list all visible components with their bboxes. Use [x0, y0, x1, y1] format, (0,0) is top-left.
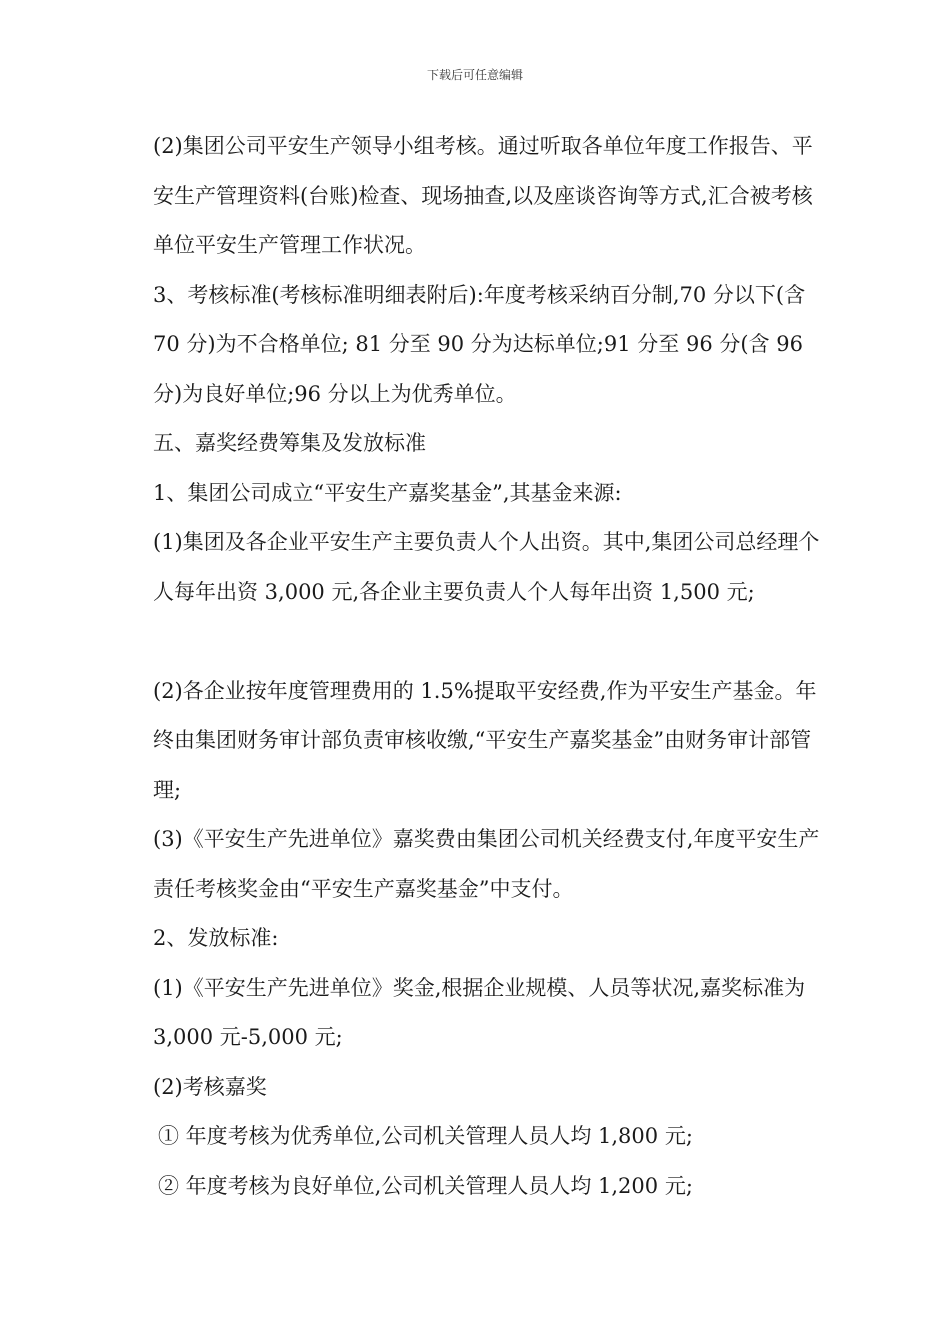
paragraph-fund-payment: (3)《平安生产先进单位》嘉奖费由集团公司机关经费支付,年度平安生产责任考核奖金由“平安生产嘉奖基金”中支付。 [153, 827, 820, 901]
paragraph-assessment-standard: 3、考核标准(考核标准明细表附后):年度考核采纳百分制,70 分以下(含 70 分)为不合格单位; 81 分至 90 分为达标单位;91 分至 96 分(含 96 分)为良好单位;96 分以上为优秀单位。 [153, 282, 806, 406]
paragraph-group-assessment: (2)集团公司平安生产领导小组考核。通过听取各单位年度工作报告、平安生产管理资料(台账)检查、现场抽查,以及座谈咨询等方式,汇合被考核单位平安生产管理工作状况。 [153, 134, 813, 257]
paragraph-assessment-reward-heading: (2)考核嘉奖 [153, 1074, 267, 1099]
list-item-good-unit: ② 年度考核为良好单位,公司机关管理人员人均 1,200 元; [158, 1173, 693, 1198]
list-item-excellent-unit: ① 年度考核为优秀单位,公司机关管理人员人均 1,800 元; [158, 1124, 693, 1148]
document-body [145, 122, 825, 1211]
paragraph-fund-source-personal: (1)集团及各企业平安生产主要负责人个人出资。其中,集团公司总经理个人每年出资 3,000 元,各企业主要负责人个人每年出资 1,500 元; [153, 530, 820, 604]
section-heading-reward-funds: 五、嘉奖经费筹集及发放标准 [153, 431, 426, 455]
page-header: 下载后可任意编辑 [426, 68, 523, 82]
paragraph-fund-source-management-fee: (2)各企业按年度管理费用的 1.5%提取平安经费,作为平安生产基金。年终由集团财务审计部负责审核收缴,“平安生产嘉奖基金”由财务审计部管理; [153, 678, 817, 802]
paragraph-distribution-standard-heading: 2、发放标准: [153, 926, 279, 950]
paragraph-fund-establishment: 1、集团公司成立“平安生产嘉奖基金”,其基金来源: [153, 480, 622, 505]
paragraph-spacer [145, 617, 825, 667]
paragraph-advanced-unit-bonus: (1)《平安生产先进单位》奖金,根据企业规模、人员等状况,嘉奖标准为 3,000 元-5,000 元; [153, 975, 806, 1049]
